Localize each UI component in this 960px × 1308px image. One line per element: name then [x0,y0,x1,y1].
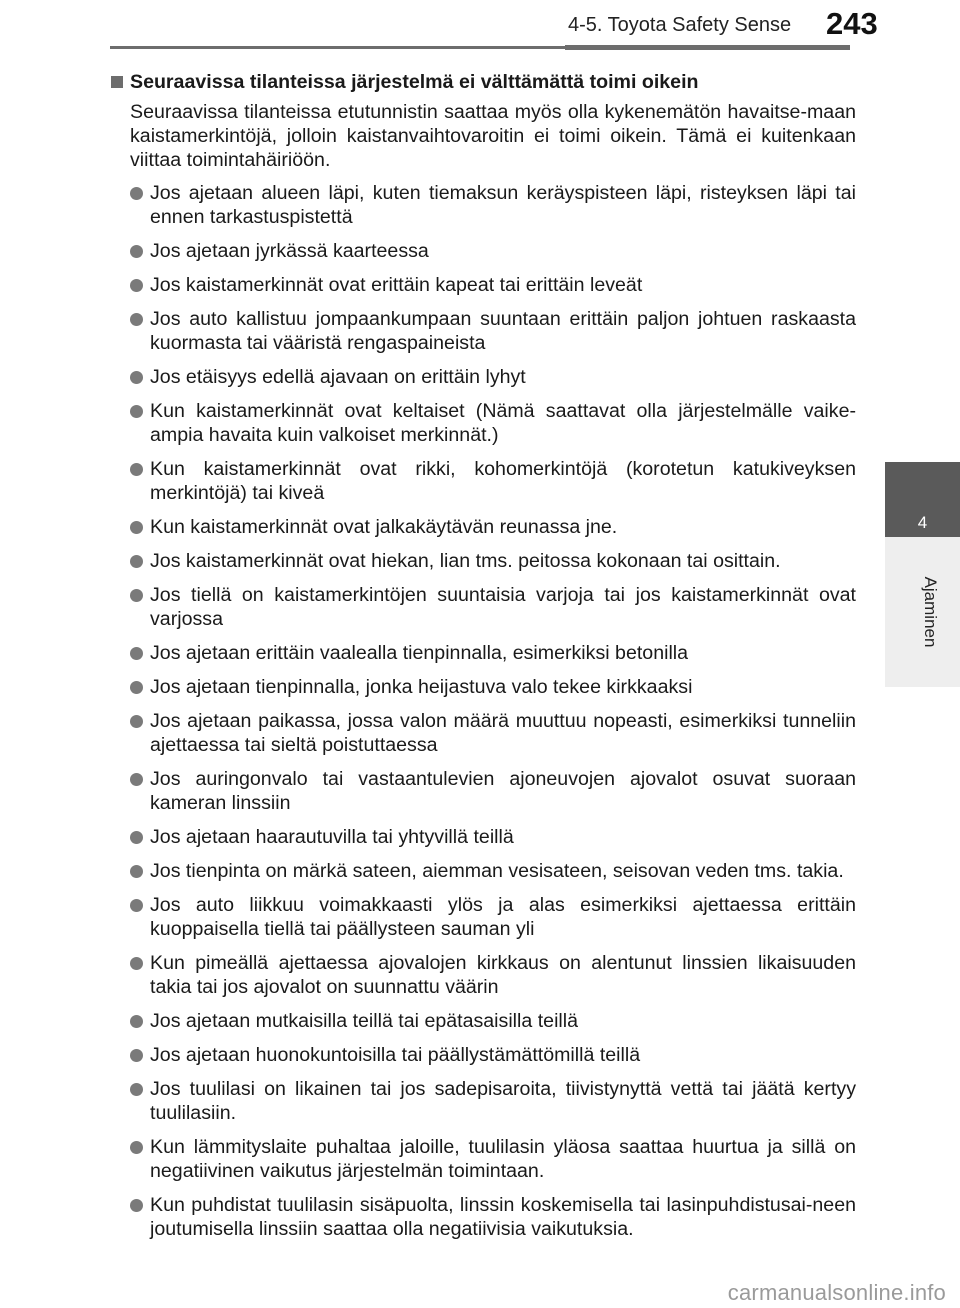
round-bullet-icon [130,1049,143,1062]
page-number: 243 [826,6,878,41]
round-bullet-icon [130,313,143,326]
condition-list-item [130,1193,856,1241]
condition-text: Jos kaistamerkinnät ovat hiekan, lian tms. peitossa kokonaan tai osittain. [150,550,781,572]
round-bullet-icon [130,957,143,970]
condition-text: Jos ajetaan erittäin vaalealla tienpinnalla, esimerkiksi betonilla [150,642,689,664]
round-bullet-icon [130,1141,143,1154]
condition-text: Jos tienpinta on märkä sateen, aiemman vesisateen, seisovan veden tms. takia. [150,860,844,882]
condition-text: Jos ajetaan alueen läpi, kuten tiemaksun keräyspisteen läpi, risteyksen läpi tai ennen tarkastuspistettä [150,182,856,228]
condition-text: Kun pimeällä ajettaessa ajovalojen kirkkaus on alentunut linssien likaisuuden takia tai jos ajovalot on suunnattu väärin [150,952,856,998]
round-bullet-icon [130,245,143,258]
round-bullet-icon [130,555,143,568]
round-bullet-icon [130,521,143,534]
round-bullet-icon [130,865,143,878]
round-bullet-icon [130,463,143,476]
round-bullet-icon [130,715,143,728]
round-bullet-icon [130,1015,143,1028]
condition-text: Kun lämmityslaite puhaltaa jaloille, tuulilasin yläosa saattaa huurtua ja sillä on negatiivinen vaikutus järjestelmän toimintaan. [150,1136,856,1182]
page-content [110,70,856,1251]
condition-text: Jos tiellä on kaistamerkintöjen suuntaisia varjoja tai jos kaistamerkinnät ovat varjossa [150,584,856,630]
condition-list-item [130,1077,856,1125]
round-bullet-icon [130,899,143,912]
condition-list-item [130,709,856,757]
round-bullet-icon [130,831,143,844]
condition-text: Kun kaistamerkinnät ovat keltaiset (Nämä saattavat olla järjestelmälle vaike-ampia havaita kuin valkoiset merkinnät.) [150,400,856,446]
condition-list-item [130,641,856,665]
condition-list-item [130,951,856,999]
condition-text: Jos ajetaan huonokuntoisilla tai päällystämättömillä teillä [150,1044,641,1066]
condition-list-item [130,181,856,229]
condition-list [110,181,856,1241]
condition-text: Jos auto kallistuu jompaankumpaan suuntaan erittäin paljon johtuen raskaasta kuormasta tai vääristä rengaspaineista [150,308,856,354]
round-bullet-icon [130,405,143,418]
condition-list-item [130,825,856,849]
round-bullet-icon [130,647,143,660]
condition-list-item [130,583,856,631]
condition-list-item [130,1135,856,1183]
condition-list-item [130,675,856,699]
condition-list-item [130,273,856,297]
running-header-section: 4-5. Toyota Safety Sense [568,14,792,36]
round-bullet-icon [130,681,143,694]
condition-text: Jos tuulilasi on likainen tai jos sadepisaroita, tiivistynyttä vettä tai jäätä kertyy tuulilasiin. [150,1078,856,1124]
section-heading-text: Seuraavissa tilanteissa järjestelmä ei välttämättä toimi oikein [130,71,699,93]
round-bullet-icon [130,279,143,292]
chapter-tab-number: 4 [917,513,928,532]
condition-text: Jos ajetaan haarautuvilla tai yhtyvillä teillä [150,826,514,848]
round-bullet-icon [130,589,143,602]
condition-list-item [130,239,856,263]
condition-list-item [130,549,856,573]
condition-list-item [130,365,856,389]
condition-list-item [130,307,856,355]
header-divider-accent [565,45,850,50]
condition-text: Jos ajetaan tienpinnalla, jonka heijastuva valo tekee kirkkaaksi [150,676,693,698]
condition-list-item [130,1043,856,1067]
condition-text: Jos etäisyys edellä ajavaan on erittäin lyhyt [150,366,526,388]
condition-list-item [130,767,856,815]
watermark: carmanualsonline.info [727,1280,946,1305]
round-bullet-icon [130,371,143,384]
section-intro: Seuraavissa tilanteissa etutunnistin saattaa myös olla kykenemätön havaitse-maan kaistamerkintöjä, jolloin kaistanvaihtovaroitin ei toimi oikein. Tämä ei kuitenkaan viittaa toimintahäiriöön. [130,101,856,171]
condition-text: Jos ajetaan jyrkässä kaarteessa [150,240,429,262]
condition-list-item [130,1009,856,1033]
condition-list-item [130,457,856,505]
condition-text: Kun kaistamerkinnät ovat rikki, kohomerkintöjä (korotetun katukiveyksen merkintöjä) tai kiveä [150,458,856,504]
round-bullet-icon [130,1199,143,1212]
condition-text: Kun puhdistat tuulilasin sisäpuolta, linssin koskemisella tai lasinpuhdistusai-neen joutumisella linssiin saattaa olla negatiivisia vaikutuksia. [150,1194,856,1240]
round-bullet-icon [130,1083,143,1096]
condition-text: Kun kaistamerkinnät ovat jalkakäytävän reunassa jne. [150,516,618,538]
condition-text: Jos auringonvalo tai vastaantulevien ajoneuvojen ajovalot osuvat suoraan kameran linssiin [150,768,856,814]
square-bullet-icon [111,76,123,88]
condition-list-item [130,859,856,883]
section-heading [110,70,856,94]
condition-list-item [130,399,856,447]
condition-text: Jos kaistamerkinnät ovat erittäin kapeat tai erittäin leveät [150,274,643,296]
chapter-tab-label: Ajaminen [921,576,940,648]
condition-text: Jos auto liikkuu voimakkaasti ylös ja alas esimerkiksi ajettaessa erittäin kuoppaisella tiellä tai päällysteen sauman yli [150,894,856,940]
condition-list-item [130,893,856,941]
condition-list-item [130,515,856,539]
condition-text: Jos ajetaan paikassa, jossa valon määrä muuttuu nopeasti, esimerkiksi tunneliin ajettaessa tai sieltä poistuttaessa [150,710,856,756]
round-bullet-icon [130,187,143,200]
condition-text: Jos ajetaan mutkaisilla teillä tai epätasaisilla teillä [150,1010,579,1032]
round-bullet-icon [130,773,143,786]
